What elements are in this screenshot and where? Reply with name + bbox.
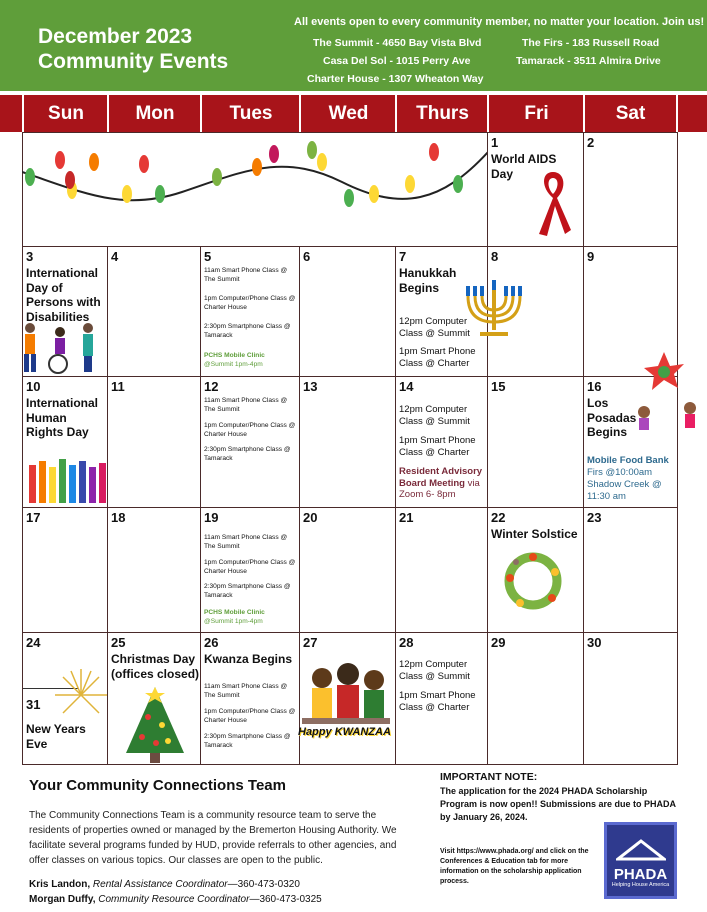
meeting-time: via Zoom 6- 8pm xyxy=(399,477,480,500)
class-listing: 12pm Computer Class @ Summit xyxy=(399,404,470,427)
class-listing: 1pm Computer/Phone Class @ Charter House xyxy=(204,295,296,311)
event-title: International Day of Persons with Disabilities xyxy=(26,266,101,324)
food-bank-time: Shadow Creek @ 11:30 am xyxy=(587,479,662,502)
calendar-cell-4 xyxy=(107,246,201,377)
contact-name: Morgan Duffy, xyxy=(29,894,96,905)
clinic-time: @Summit 1pm-4pm xyxy=(204,618,263,625)
day-number: 6 xyxy=(303,249,311,264)
calendar-cell-21 xyxy=(395,507,488,633)
class-listing: 1pm Smart Phone Class @ Charter xyxy=(399,346,476,369)
note-title: IMPORTANT NOTE: xyxy=(440,771,538,783)
calendar-cell-11 xyxy=(107,376,201,508)
day-number: 18 xyxy=(111,510,126,525)
class-listing: 2:30pm Smartphone Class @ Tamarack xyxy=(204,323,291,339)
logo-text: PHADA xyxy=(613,866,668,883)
contact-kris xyxy=(29,879,300,890)
event-title: Christmas Day (offices closed) xyxy=(111,652,200,681)
calendar-cell-20 xyxy=(299,507,396,633)
day-number: 30 xyxy=(587,635,602,650)
day-number: 24 xyxy=(26,635,41,650)
calendar-cell-1 xyxy=(487,132,584,247)
day-number: 28 xyxy=(399,635,414,650)
location-casa-del-sol: Casa Del Sol - 1015 Perry Ave xyxy=(323,55,471,67)
calendar-cell-22 xyxy=(487,507,584,633)
day-number: 9 xyxy=(587,249,595,264)
contact-phone: —360-473-0325 xyxy=(249,894,322,905)
day-number: 31 xyxy=(26,697,41,712)
calendar-cell-25 xyxy=(107,632,201,765)
team-heading: Your Community Connections Team xyxy=(29,777,286,794)
class-listing: 2:30pm Smartphone Class @ Tamarack xyxy=(204,583,291,599)
calendar-cell-29 xyxy=(487,632,584,765)
contact-role: Rental Assistance Coordinator xyxy=(92,879,228,890)
day-number: 20 xyxy=(303,510,318,525)
calendar-cell-13 xyxy=(299,376,396,508)
raised-hands-icon xyxy=(25,443,107,505)
day-number: 13 xyxy=(303,379,318,394)
event-title: New Years Eve xyxy=(26,722,86,751)
fireworks-icon xyxy=(53,667,108,723)
day-number: 29 xyxy=(491,635,506,650)
class-listing: 1pm Smart Phone Class @ Charter xyxy=(399,690,476,713)
class-listing: 2:30pm Smartphone Class @ Tamarack xyxy=(204,733,291,749)
calendar-cell-14 xyxy=(395,376,488,508)
calendar-cell-12 xyxy=(200,376,300,508)
day-number: 27 xyxy=(303,635,318,650)
header-banner xyxy=(0,0,707,91)
calendar-cell-26 xyxy=(200,632,300,765)
calendar-cell-18 xyxy=(107,507,201,633)
christmas-lights-icon xyxy=(22,132,488,247)
day-number: 11 xyxy=(111,379,125,394)
contact-name: Kris Landon, xyxy=(29,879,91,890)
day-number: 22 xyxy=(491,510,506,525)
happy-kwanzaa-illustration-icon xyxy=(294,660,394,764)
page-title xyxy=(38,24,228,74)
pinata-children-icon xyxy=(634,346,704,432)
calendar-cell-23 xyxy=(583,507,678,633)
day-sat: Sat xyxy=(583,95,678,132)
day-number: 19 xyxy=(204,510,219,525)
day-fri: Fri xyxy=(487,95,584,132)
day-wed: Wed xyxy=(299,95,396,132)
calendar-cell-15 xyxy=(487,376,584,508)
meeting-title: Resident Advisory Board Meeting xyxy=(399,466,483,489)
day-number: 25 xyxy=(111,635,126,650)
important-note xyxy=(440,771,685,824)
class-listing: 11am Smart Phone Class @ The Summit xyxy=(204,683,288,699)
menorah-icon xyxy=(462,276,526,338)
phada-logo xyxy=(604,822,677,899)
class-listing: 1pm Computer/Phone Class @ Charter House xyxy=(204,422,296,438)
contact-phone: —360-473-0320 xyxy=(227,879,300,890)
clinic-time: @Summit 1pm-4pm xyxy=(204,361,263,368)
class-listing: 11am Smart Phone Class @ The Summit xyxy=(204,534,288,550)
day-number: 3 xyxy=(26,249,34,264)
event-title: Los Posadas Begins xyxy=(587,396,637,439)
event-title: International Human Rights Day xyxy=(26,396,99,439)
day-thurs: Thurs xyxy=(395,95,488,132)
title-events: Community Events xyxy=(38,50,229,73)
red-ribbon-icon xyxy=(533,168,573,238)
location-tamarack: Tamarack - 3511 Almira Drive xyxy=(516,55,661,67)
class-listing: 11am Smart Phone Class @ The Summit xyxy=(204,397,288,413)
event-title: Kwanza Begins xyxy=(204,652,293,666)
event-title: Winter Solstice xyxy=(491,527,578,541)
day-number: 26 xyxy=(204,635,219,650)
clinic-title: PCHS Mobile Clinic xyxy=(204,609,265,616)
visit-text: Visit https://www.phada.org/ and click on the Conferences & Education tab for more information on the scholarship application process. xyxy=(440,848,589,885)
day-number: 21 xyxy=(399,510,414,525)
day-sun: Sun xyxy=(22,95,108,132)
day-number: 16 xyxy=(587,379,602,394)
day-number: 2 xyxy=(587,135,595,150)
food-bank-title: Mobile Food Bank xyxy=(587,455,669,466)
day-number: 5 xyxy=(204,249,212,264)
calendar-cell-19 xyxy=(200,507,300,633)
logo-tagline: Helping House America xyxy=(611,882,670,888)
location-summit: The Summit - 4650 Bay Vista Blvd xyxy=(313,37,482,49)
class-listing: 1pm Computer/Phone Class @ Charter House xyxy=(204,559,296,575)
calendar-cell-10 xyxy=(22,376,108,508)
class-listing: 11am Smart Phone Class @ The Summit xyxy=(204,267,288,283)
calendar-cell-6 xyxy=(299,246,396,377)
house-icon xyxy=(616,839,666,863)
christmas-tree-icon xyxy=(120,683,190,765)
class-listing: 1pm Computer/Phone Class @ Charter House xyxy=(204,708,296,724)
class-listing: 1pm Smart Phone Class @ Charter xyxy=(399,435,476,458)
title-month: December 2023 xyxy=(38,25,193,48)
location-charter-house: Charter House - 1307 Wheaton Way xyxy=(307,73,484,85)
location-firs: The Firs - 183 Russell Road xyxy=(522,37,660,49)
calendar-cell-5 xyxy=(200,246,300,377)
weekday-header xyxy=(0,95,707,132)
class-listing: 12pm Computer Class @ Summit xyxy=(399,659,470,682)
contact-morgan xyxy=(29,894,322,905)
calendar-cell-30 xyxy=(583,632,678,765)
day-number: 4 xyxy=(111,249,119,264)
wreath-icon xyxy=(500,548,566,614)
calendar-cell-24-31 xyxy=(22,632,108,765)
event-title: Hanukkah Begins xyxy=(399,266,457,295)
day-number: 15 xyxy=(491,379,506,394)
kwanzaa-text: Happy KWANZAA xyxy=(298,726,391,738)
day-number: 7 xyxy=(399,249,407,264)
contact-role: Community Resource Coordinator xyxy=(98,894,250,905)
class-listing: 2:30pm Smartphone Class @ Tamarack xyxy=(204,446,291,462)
calendar-cell-2 xyxy=(583,132,678,247)
team-description: The Community Connections Team is a community resource team to serve the residents of properties owned or managed by the Bremerton Housing Authority. We facilitate several programs funded by HUD, provide referrals to other agencies, and offer classes on various topics. Our classes are open to the public. xyxy=(29,810,397,866)
calendar-cell-28 xyxy=(395,632,488,765)
event-title: World AIDS Day xyxy=(491,152,557,181)
intro-text: All events open to every community member, no matter your location. Join us! xyxy=(294,16,705,28)
class-listing: 12pm Computer Class @ Summit xyxy=(399,316,470,339)
day-number: 17 xyxy=(26,510,41,525)
day-number: 1 xyxy=(491,135,499,150)
day-mon: Mon xyxy=(107,95,201,132)
clinic-title: PCHS Mobile Clinic xyxy=(204,352,265,359)
note-body: The application for the 2024 PHADA Scholarship Program is now open!! Submissions are due to PHADA by January 26, 2024. xyxy=(440,786,676,822)
day-number: 12 xyxy=(204,379,219,394)
day-tues: Tues xyxy=(200,95,300,132)
calendar-cell-17 xyxy=(22,507,108,633)
food-bank-time: Firs @10:00am xyxy=(587,467,653,478)
meeting-listing xyxy=(399,466,487,501)
day-number: 14 xyxy=(399,379,414,394)
day-number: 8 xyxy=(491,249,499,264)
day-number: 23 xyxy=(587,510,602,525)
day-number: 10 xyxy=(26,379,41,394)
